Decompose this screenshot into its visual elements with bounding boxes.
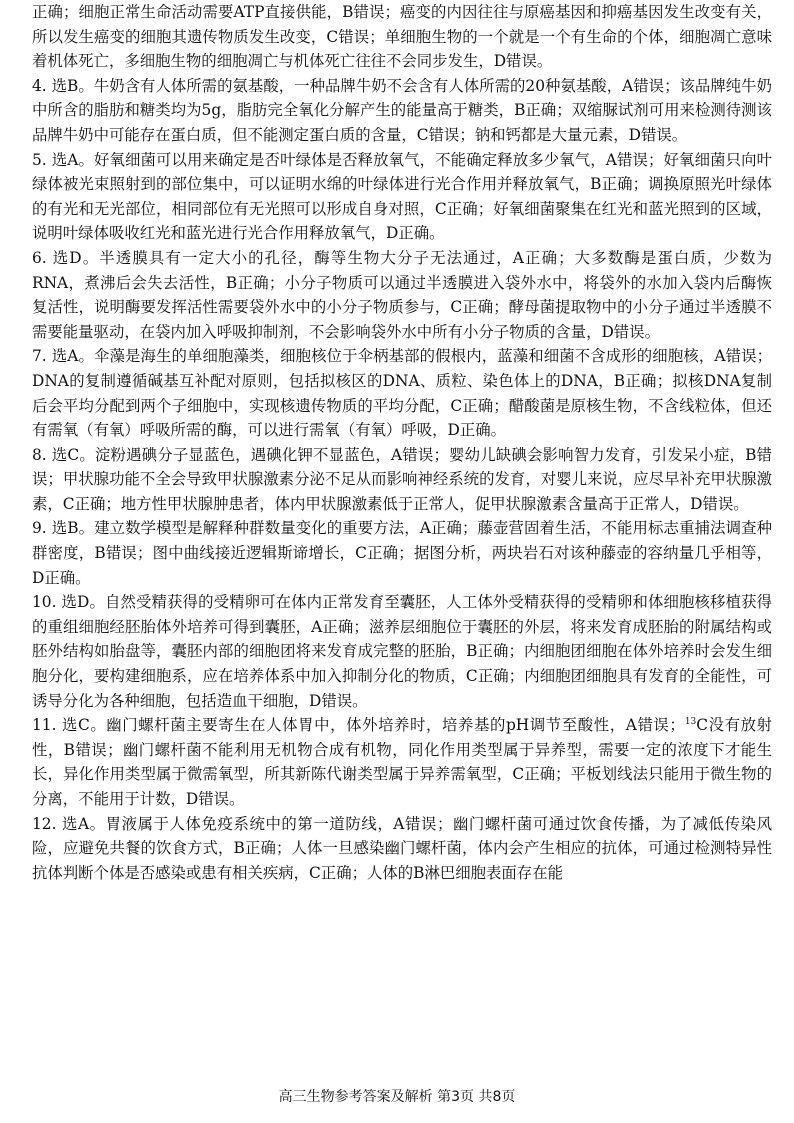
page-footer: 高三生物参考答案及解析 第3页 共8页 <box>278 1089 516 1105</box>
answer-text-body <box>32 0 772 885</box>
paragraph-q11: 11. 选C。幽门螺杆菌主要寄生在人体胃中，体外培养时，培养基的pH调节至酸性，A错误；$^{13}$C没有放射性，B错误；幽门螺杆菌不能利用无机物合成有机物，同化作用类型属于异养型，需要一定的浓度下才能生长，异化作用类型属于微需氧型，所其新陈代谢类型属于异养需氧型，C正确；平板划线法只能用于微生物的分离，不能用于计数，D错误。 <box>32 716 772 808</box>
paragraph-q12: 12. 选A。胃液属于人体免疫系统中的第一道防线，A错误；幽门螺杆菌可通过饮食传播，为了减低传染风险，应避免共餐的饮食方式，B正确；人体一旦感染幽门螺杆菌，体内会产生相应的抗体，可通过检测特异性抗体判断个体是否感染或患有相关疾病，C正确；人体的B淋巴细胞表面存在能 <box>32 814 772 882</box>
isotope-superscript: 13 <box>684 717 697 728</box>
paragraph-q4: 4. 选B。牛奶含有人体所需的氨基酸，一种品牌牛奶不会含有人体所需的20种氨基酸，A错误；该品牌纯牛奶中所含的脂肪和糖类均为5g，脂肪完全氧化分解产生的能量高于糖类，B正确；双缩脲试剂可用来检测待测该品牌牛奶中可能存在蛋白质，但不能测定蛋白质的含量，C错误；钠和钙都是大量元素，D错误。 <box>32 76 772 144</box>
paragraph-q7: 7. 选A。伞藻是海生的单细胞藻类，细胞核位于伞柄基部的假根内，蓝藻和细菌不含成形的细胞核，A错误；DNA的复制遵循碱基互补配对原则，包括拟核区的DNA、质粒、染色体上的DNA，B正确；拟核DNA复制后会平均分配到两个子细胞中，实现核遗传物质的平均分配，C正确；醋酸菌是原核生物，不含线粒体，但还有需氧（有氧）呼吸所需的酶，可以进行需氧（有氧）呼吸，D正确。 <box>32 347 772 440</box>
paragraph-q10: 10. 选D。自然受精获得的受精卵可在体内正常发育至囊胚，人工体外受精获得的受精卵和体细胞核移植获得的重组细胞经胚胎体外培养可得到囊胚，A正确；滋养层细胞位于囊胚的外层，将来发育成胚胎的附属结构或胚外结构如胎盘等，囊胚内部的细胞团将来发育成完整的胚胎，B正确；内细胞团细胞在体外培养时会发生细胞分化，要构建细胞系，应在培养体系中加入抑制分化的物质，C正确；内细胞团细胞具有发育的全能性，可诱导分化为各种细胞，包括造血干细胞，D错误。 <box>32 593 772 710</box>
paragraph-q6: 6. 选D。半透膜具有一定大小的孔径，酶等生物大分子无法通过，A正确；大多数酶是蛋白质，少数为RNA，煮沸后会失去活性，B正确；小分子物质可以通过半透膜进入袋外水中，将袋外的水加入袋内后酶恢复活性，说明酶要发挥活性需要袋外水中的小分子物质参与，C正确；酵母菌提取物中的小分子通过半透膜不需要能量驱动，在袋内加入呼吸抑制剂，不会影响袋外水中所有小分子物质的含量，D错误。 <box>32 248 772 341</box>
paragraph-q3-continued: 正确；细胞正常生命活动需要ATP直接供能，B错误；癌变的内因往往与原癌基因和抑癌基因发生改变有关，所以发生癌变的细胞其遗传物质发生改变，C错误；单细胞生物的一个就是一个有生命的个体，细胞凋亡意味着机体死亡，多细胞生物的细胞凋亡与机体死亡往往不会同步发生，D错误。 <box>32 3 772 71</box>
paragraph-q5: 5. 选A。好氧细菌可以用来确定是否叶绿体是否释放氧气，不能确定释放多少氧气，A错误；好氧细菌只向叶绿体被光束照射到的部位集中，可以证明水绵的叶绿体进行光合作用并释放氧气，B正确；调换原照光叶绿体的有光和无光部位，相同部位有无光照可以形成自身对照，C正确；好氧细菌聚集在红光和蓝光照到的区域，说明叶绿体吸收红光和蓝光进行光合作用释放氧气，D正确。 <box>32 150 772 243</box>
paragraph-q8: 8. 选C。淀粉遇碘分子显蓝色，遇碘化钾不显蓝色，A错误；婴幼儿缺碘会影响智力发育，引发呆小症，B错误；甲状腺功能不全会导致甲状腺激素分泌不足从而影响神经系统的发育，对婴儿来说，应尽早补充甲状腺激素，C正确；地方性甲状腺肿患者，体内甲状腺激素低于正常人，促甲状腺激素含量高于正常人，D错误。 <box>32 445 772 513</box>
paragraph-q9: 9. 选B。建立数学模型是解释种群数量变化的重要方法，A正确；藤壶营固着生活，不能用标志重捕法调查种群密度，B错误；图中曲线接近逻辑斯谛增长，C正确；据图分析，两块岩石对该种藤壶的容纳量几乎相等，D正确。 <box>32 519 772 587</box>
